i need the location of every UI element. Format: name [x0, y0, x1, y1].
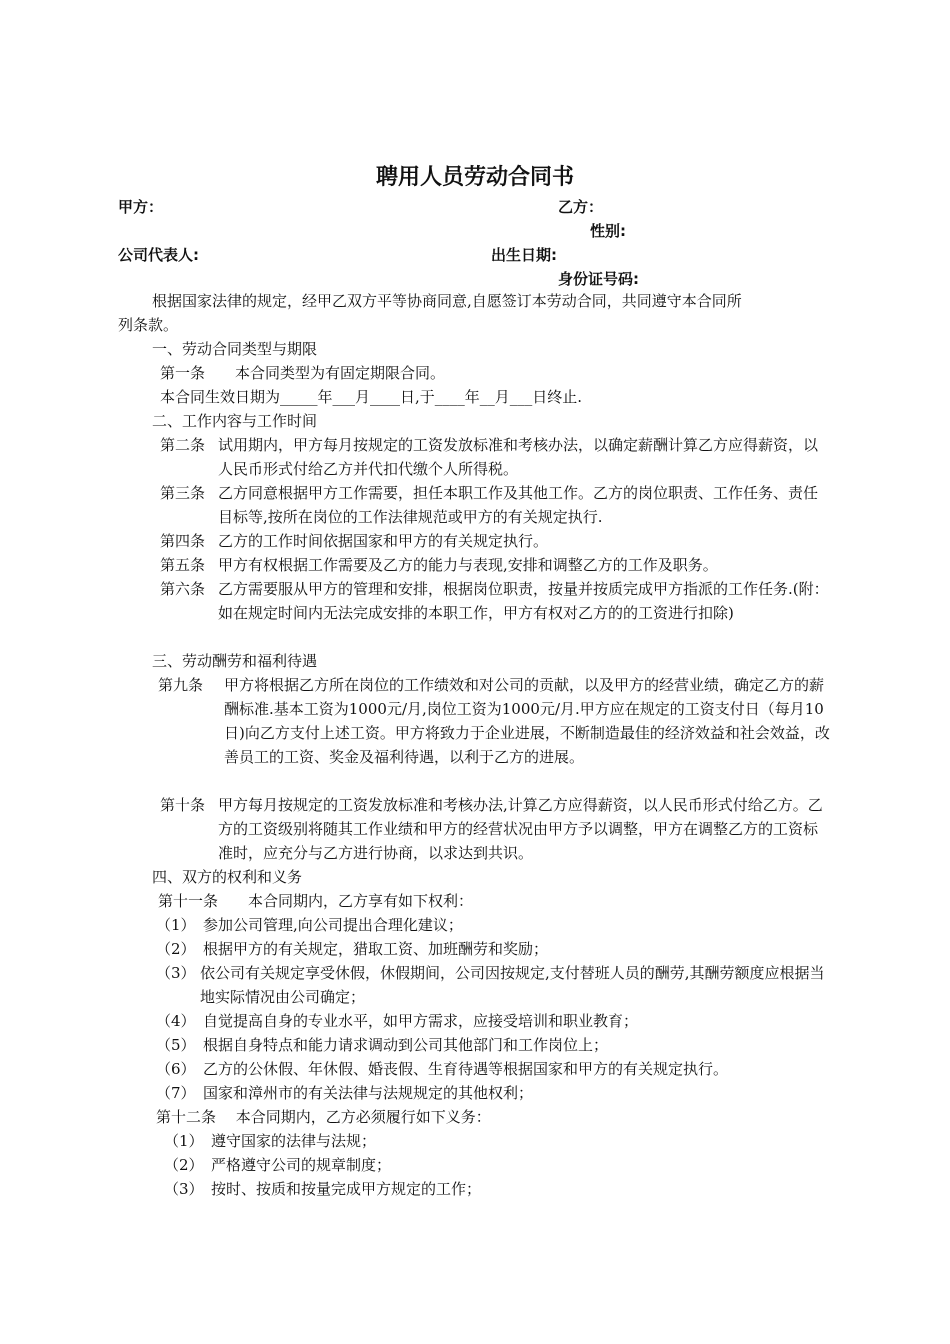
- duty-item-3: （3） 按时、按质和按量完成甲方规定的工作；: [164, 1180, 482, 1198]
- article-10-number: 第十条: [160, 796, 206, 814]
- article-4-number: 第四条: [160, 532, 206, 550]
- duty-item-2: （2） 严格遵守公司的规章制度；: [164, 1156, 392, 1174]
- right-item-1: （1） 参加公司管理,向公司提出合理化建议；: [156, 916, 463, 934]
- id-number-label: 身份证号码:: [558, 270, 639, 288]
- right-item-3-text: 依公司有关规定享受休假，休假期间，公司因按规定,支付替班人员的酬劳,其酬劳额度应根据当地实际情况由公司确定；: [200, 964, 825, 1006]
- right-item-2: （2） 根据甲方的有关规定，猎取工资、加班酬劳和奖励；: [156, 940, 549, 958]
- party-a-label: 甲方：: [118, 198, 164, 216]
- company-rep-label: 公司代表人:: [118, 246, 199, 264]
- article-11: 第十一条 本合同期内，乙方享有如下权利：: [158, 892, 474, 910]
- article-4-text: 乙方的工作时间依据国家和甲方的有关规定执行。: [218, 532, 549, 550]
- right-item-5: （5） 根据自身特点和能力请求调动到公司其他部门和工作岗位上；: [156, 1036, 609, 1054]
- right-item-6: （6） 乙方的公休假、年休假、婚丧假、生育待遇等根据国家和甲方的有关规定执行。: [156, 1060, 729, 1078]
- gender-label: 性别:: [590, 222, 626, 240]
- article-6-text: 乙方需要服从甲方的管理和安排，根据岗位职责，按量并按质完成甲方指派的工作任务.(附：如在规定时间内无法完成安排的本职工作，甲方有权对乙方的的工资进行扣除): [218, 580, 829, 622]
- article-2-text: 试用期内，甲方每月按规定的工资发放标准和考核办法，以确定薪酬计算乙方应得薪资，以人民币形式付给乙方并代扣代缴个人所得税。: [218, 436, 819, 478]
- article-3-number: 第三条: [160, 484, 206, 502]
- article-9-text: 甲方将根据乙方所在岗位的工作绩效和对公司的贡献，以及甲方的经营业绩，确定乙方的薪酬标准.基本工资为1000元/月,岗位工资为1000元/月.甲方应在规定的工资支付日（每月10日)向乙方支付上述工资。甲方将致力于企业进展，不断制造最佳的经济效益和社会效益，改善员工的工资、奖金及福利待遇，以利于乙方的进展。: [224, 676, 830, 766]
- article-5-number: 第五条: [160, 556, 206, 574]
- right-item-3-number: （3）: [156, 964, 196, 982]
- section-heading-1: 一、劳动合同类型与期限: [152, 340, 318, 358]
- article-9-number: 第九条: [158, 676, 204, 694]
- birth-date-label: 出生日期:: [491, 246, 557, 264]
- article-3-text: 乙方同意根据甲方工作需要，担任本职工作及其他工作。乙方的岗位职责、工作任务、责任目标等,按所在岗位的工作法律规范或甲方的有关规定执行.: [218, 484, 819, 526]
- duty-item-1: （1） 遵守国家的法律与法规；: [164, 1132, 377, 1150]
- article-1-dates: 本合同生效日期为_____年___月____日,于____年__月___日终止.: [160, 388, 583, 406]
- intro-line-2: 列条款。: [118, 316, 179, 334]
- article-2-number: 第二条: [160, 436, 206, 454]
- article-6-number: 第六条: [160, 580, 206, 598]
- article-5-text: 甲方有权根据工作需要及乙方的能力与表现,安排和调整乙方的工作及职务。: [218, 556, 718, 574]
- right-item-4: （4） 自觉提高自身的专业水平，如甲方需求，应接受培训和职业教育；: [156, 1012, 639, 1030]
- section-heading-4: 四、双方的权利和义务: [152, 868, 303, 886]
- article-10-text: 甲方每月按规定的工资发放标准和考核办法,计算乙方应得薪资，以人民币形式付给乙方。乙方的工资级别将随其工作业绩和甲方的经营状况由甲方予以调整，甲方在调整乙方的工资标准时，应充分与乙方进行协商，以求达到共识。: [218, 796, 823, 862]
- party-b-label: 乙方：: [558, 198, 604, 216]
- section-heading-2: 二、工作内容与工作时间: [152, 412, 318, 430]
- document-title: 聘用人员劳动合同书: [375, 165, 574, 190]
- article-12: 第十二条 本合同期内，乙方必须履行如下义务：: [156, 1108, 491, 1126]
- intro-line-1: 根据国家法律的规定，经甲乙双方平等协商同意,自愿签订本劳动合同，共同遵守本合同所: [152, 292, 742, 310]
- right-item-7: （7） 国家和漳州市的有关法律与法规规定的其他权利；: [156, 1084, 534, 1102]
- article-1: 第一条 本合同类型为有固定期限合同。: [160, 364, 446, 382]
- section-heading-3: 三、劳动酬劳和福利待遇: [152, 652, 318, 670]
